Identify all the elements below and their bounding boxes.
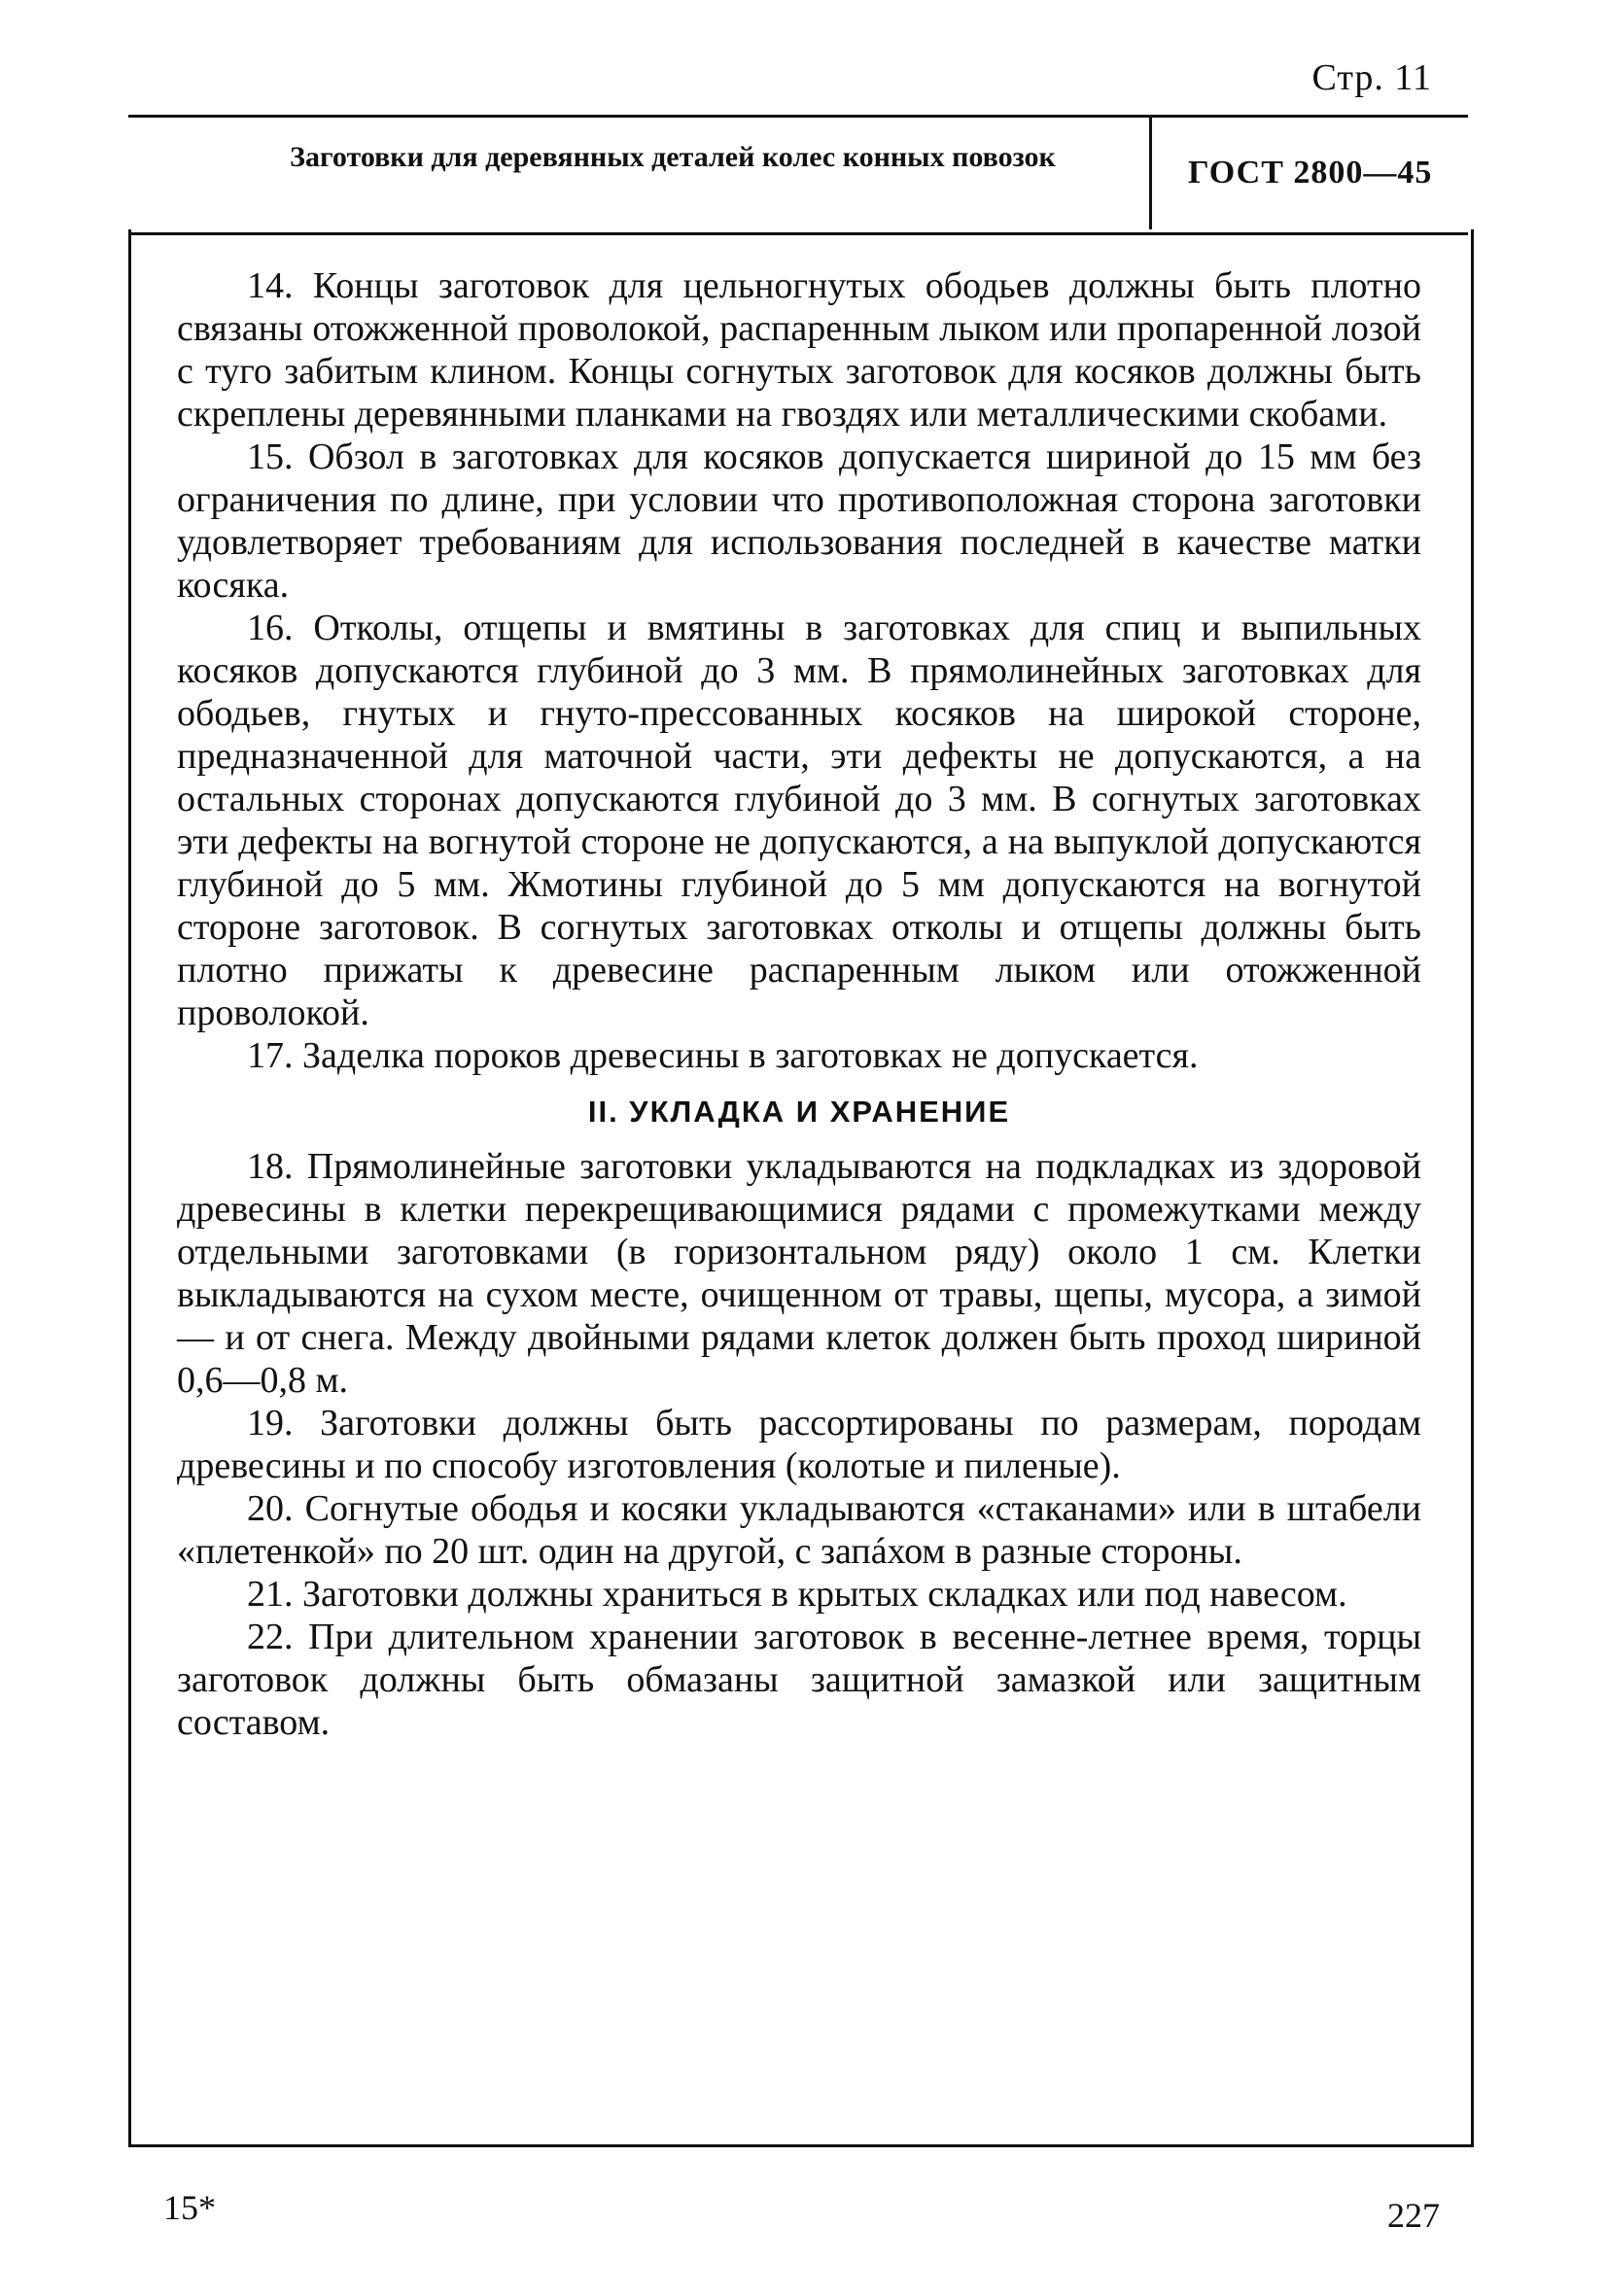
document-title: Заготовки для деревянных деталей колес конных повозок [290,141,1056,173]
page-number-bottom: 227 [1387,2196,1440,2235]
paragraph-16: 16. Отколы, отщепы и вмятины в заготовках для спиц и выпильных косяков допускаются глубиной до 3 мм. В прямолинейных заготовках для ободьев, гнутых и гнуто-прессованных косяков на широкой стороне, предназначенной для маточной части, эти дефекты не допускаются, а на остальных сторонах допускаются глубиной до 3 мм. В согнутых заготовках эти дефекты на вогнутой стороне не допускаются, а на выпуклой допускаются глубиной до 5 мм. Жмотины глубиной до 5 мм допускаются на вогнутой стороне заготовок. В согнутых заготовках отколы и отщепы должны быть плотно прижаты к древесине распаренным лыком или отожженной проволокой. [177,608,1421,1033]
paragraph-17: 17. Заделка пороков древесины в заготовках не допускается. [247,1035,1199,1076]
document-header [128,115,1468,235]
paragraph-14: 14. Концы заготовок для цельногнутых ободьев должны быть плотно связаны отожженной проволокой, распаренным лыком или пропаренной лозой с туго забитым клином. Концы согнутых заготовок для косяков должны быть скреплены деревянными планками на гвоздях или металлическими скобами. [177,265,1421,435]
bottom-rule [128,2144,1474,2147]
document-body [177,264,1421,1744]
paragraph-22: 22. При длительном хранении заготовок в весенне-летнее время, торцы заготовок должны быть обмазаны защитной замазкой или защитным составом. [177,1617,1421,1743]
paragraph-19: 19. Заготовки должны быть рассортированы по размерам, породам древесины и по способу изготовления (колотые и пиленые). [177,1403,1421,1486]
header-divider [1149,115,1152,229]
paragraph-20: 20. Согнутые ободья и косяки укладываются «стаканами» или в штабели «плетенкой» по 20 шт. один на другой, с запáхом в разные стороны. [177,1488,1421,1572]
section-heading: II. УКЛАДКА И ХРАНЕНИЕ [587,1095,1011,1129]
footer-signature-mark: 15* [163,2188,216,2227]
page-number-top: Стр. 11 [1311,57,1432,98]
standard-code: ГОСТ 2800—45 [1188,155,1433,191]
paragraph-15: 15. Обзол в заготовках для косяков допускается шириной до 15 мм без ограничения по длине, при условии что противоположная сторона заготовки удовлетворяет требованиям для использования последней в качестве матки косяка. [177,436,1421,606]
paragraph-18: 18. Прямолинейные заготовки укладываются на подкладках из здоровой древесины в клетки перекрещивающимися рядами с промежутками между отдельными заготовками (в горизонтальном ряду) около 1 см. Клетки выкладываются на сухом месте, очищенном от травы, щепы, мусора, а зимой — и от снега. Между двойными рядами клеток должен быть проход шириной 0,6—0,8 м. [177,1146,1421,1401]
paragraph-21: 21. Заготовки должны храниться в крытых складках или под навесом. [247,1574,1347,1615]
